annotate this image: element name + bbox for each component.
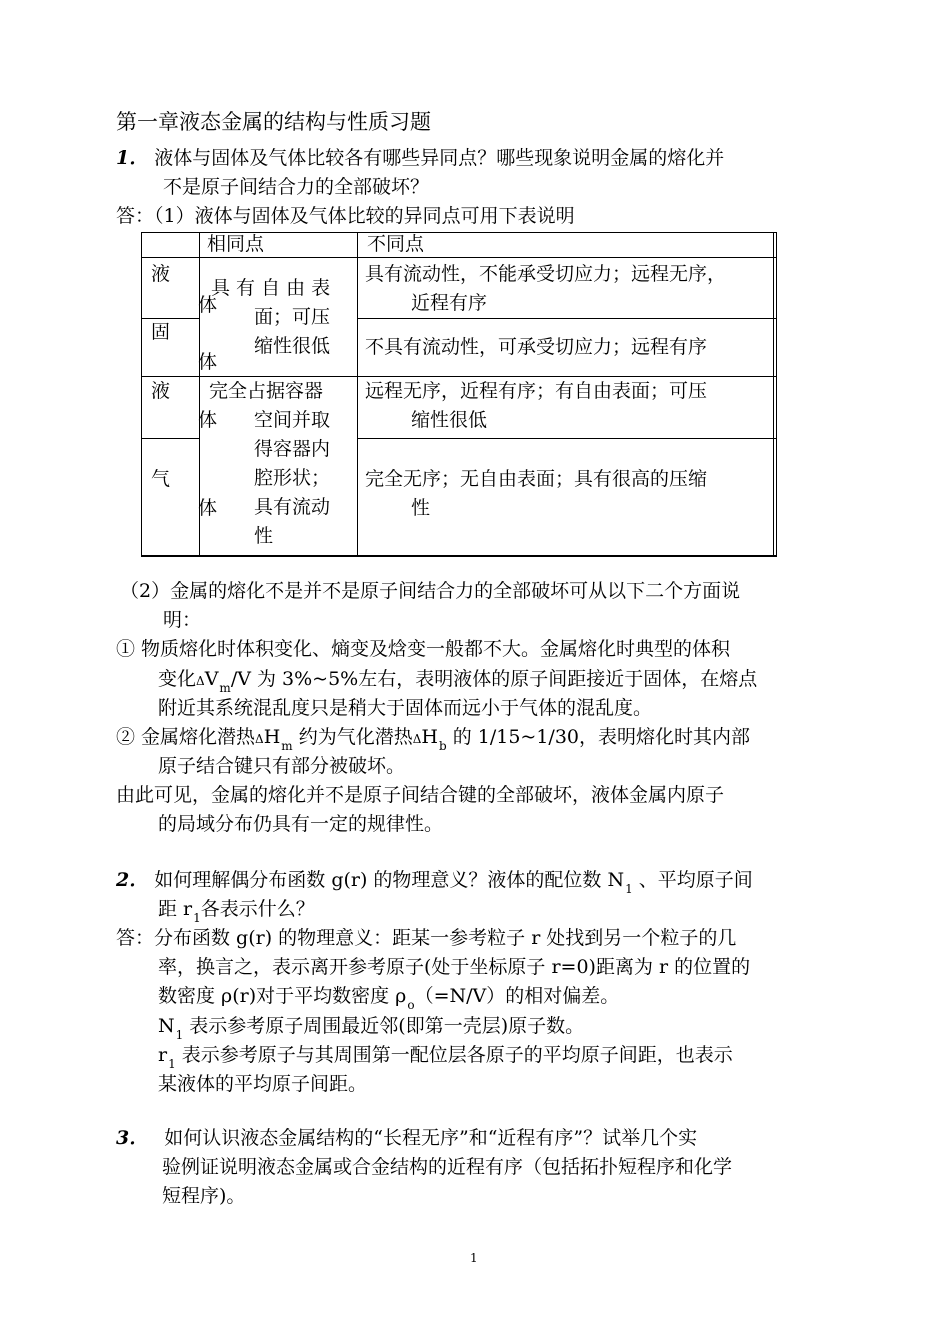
text-span: 的 1/15~1/30，表明熔化时其内部: [446, 726, 751, 748]
comparison-table: [141, 232, 777, 557]
page-number: 1: [470, 1251, 478, 1265]
same-liquid-gas: 具有流动: [254, 496, 331, 518]
subscript: m: [281, 739, 293, 753]
question-number: 2．: [116, 869, 149, 891]
question-2: [116, 866, 753, 897]
delta-symbol: Δ: [255, 732, 264, 746]
answer-2-line-3: [158, 982, 619, 1013]
text-span: 表示参考原子周围最近邻(即第一壳层)原子数。: [183, 1015, 585, 1037]
text-span: r: [158, 1044, 168, 1066]
text-span: （=N/V）的相对偏差。: [414, 985, 620, 1007]
same-liquid-gas: 腔形状；: [254, 467, 331, 489]
subscript: b: [438, 739, 447, 753]
row-label-liquid-b: 液: [151, 380, 171, 402]
question-number: 1．: [116, 147, 149, 169]
same-liquid-gas: 完全占据容器: [209, 380, 324, 402]
answer-2-r1-line-2: 某液体的平均原子间距。: [158, 1073, 368, 1095]
question-3-line-2: 验例证说明液态金属或合金结构的近程有序（包括拓扑短程序和化学: [162, 1156, 733, 1178]
text-span: 距 r: [158, 898, 193, 920]
enthalpy-symbol: H: [421, 726, 438, 748]
question-1-line-2: 不是原子间结合力的全部破坏？: [163, 176, 430, 198]
row-label-gas: 气: [151, 468, 171, 490]
chapter-title: 第一章液态金属的结构与性质习题: [116, 110, 431, 134]
answer-2: 答：分布函数 g(r) 的物理意义：距某一参考粒子 r 处找到另一个粒子的几: [116, 927, 737, 949]
table-rule: [357, 232, 358, 557]
question-1: [116, 144, 724, 173]
delta-symbol: Δ: [196, 674, 205, 688]
same-liquid-gas: 空间并取: [254, 409, 331, 431]
same-liquid-solid: 缩性很低: [254, 335, 331, 357]
text-span: 数密度 ρ(r)对于平均数密度 ρ: [158, 985, 407, 1007]
diff-liquid: 具有流动性，不能承受切应力；远程无序，: [365, 263, 727, 285]
header-same: 相同点: [207, 233, 265, 255]
question-number: 3．: [116, 1127, 149, 1149]
same-liquid-solid: 面；可压: [254, 306, 331, 328]
text-span: 表示参考原子与其周围第一配位层各原子的平均原子间距，也表示: [175, 1044, 733, 1066]
table-rule: [776, 232, 777, 557]
question-text: 液体与固体及气体比较各有哪些异同点？哪些现象说明金属的熔化并: [154, 147, 725, 169]
answer-2-n1: [158, 1012, 584, 1043]
table-rule: [773, 232, 774, 557]
subscript: 1: [175, 1028, 184, 1042]
row-label-solid-2: 体: [198, 351, 218, 373]
diff-liquid-b: 缩性很低: [411, 409, 488, 431]
answer-2-line-2: 率，换言之，表示离开参考原子(处于坐标原子 r=0)距离为 r 的位置的: [158, 956, 751, 978]
diff-gas: 性: [411, 497, 431, 519]
subscript: 1: [625, 882, 633, 896]
subscript: 1: [168, 1057, 176, 1071]
row-label-liquid: 液: [151, 263, 171, 285]
answer-1-part-2-line-2: 明：: [163, 609, 202, 631]
table-rule: [357, 318, 777, 319]
text-span: 各表示什么？: [200, 898, 315, 920]
answer-2-r1: [158, 1041, 733, 1072]
table-rule: [141, 438, 199, 439]
diff-liquid-b: 远程无序，近程有序；有自由表面；可压: [365, 380, 708, 402]
delta-symbol: Δ: [412, 732, 422, 746]
diff-gas: 完全无序；无自由表面；具有很高的压缩: [365, 468, 708, 490]
question-3: [116, 1124, 697, 1153]
conclusion-line-2: 的局域分布仍具有一定的规律性。: [158, 813, 444, 835]
table-rule: [357, 438, 777, 439]
point-2-line-2: 原子结合键只有部分被破坏。: [158, 755, 406, 777]
question-3-line-3: 短程序)。: [162, 1185, 246, 1207]
point-2: [116, 723, 750, 754]
text-span: 如何认识液态金属结构的“长程无序”和“近程有序”？试举几个实: [164, 1127, 698, 1149]
same-liquid-solid: 具 有 自 由 表: [211, 277, 331, 299]
answer-1-intro: 答：（1）液体与固体及气体比较的异同点可用下表说明: [116, 205, 575, 227]
row-label-solid: 固: [151, 321, 171, 343]
volume-symbol: V: [204, 668, 219, 690]
text-span: ② 金属熔化潜热: [116, 726, 256, 748]
same-liquid-gas: 得容器内: [254, 438, 331, 460]
text-span: /V 为 3%~5%左右，表明液体的原子间距接近于固体，在熔点: [230, 668, 758, 690]
subscript: o: [407, 998, 415, 1012]
text-span: 、平均原子间: [632, 869, 753, 891]
text-span: 变化: [158, 668, 197, 690]
question-2-line-2: [158, 895, 315, 926]
text-span: N: [158, 1015, 175, 1037]
text-span: 约为气化潜热: [292, 726, 413, 748]
row-label-liquid-2: 体: [198, 294, 218, 316]
answer-1-part-2: （2）金属的熔化不是并不是原子间结合力的全部破坏可从以下二个方面说: [120, 580, 741, 602]
subscript: m: [219, 681, 231, 695]
row-label-liquid-b-2: 体: [198, 409, 218, 431]
row-label-gas-2: 体: [198, 497, 218, 519]
point-1: ① 物质熔化时体积变化、熵变及焓变一般都不大。金属熔化时典型的体积: [116, 638, 731, 660]
enthalpy-symbol: H: [263, 726, 281, 748]
conclusion: 由此可见，金属的熔化并不是原子间结合键的全部破坏，液体金属内原子: [116, 784, 725, 806]
point-1-line-3: 附近其系统混乱度只是稍大于固体而远小于气体的混乱度。: [158, 697, 653, 719]
table-rule: [141, 232, 142, 557]
diff-liquid: 近程有序: [411, 292, 488, 314]
diff-solid: 不具有流动性，可承受切应力；远程有序: [365, 336, 708, 358]
point-1-line-2: [158, 665, 757, 696]
header-diff: 不同点: [367, 233, 425, 255]
subscript: 1: [193, 911, 201, 925]
same-liquid-gas: 性: [254, 525, 274, 547]
table-rule: [141, 556, 777, 557]
text-span: 如何理解偶分布函数 g(r) 的物理意义？液体的配位数 N: [154, 869, 625, 891]
